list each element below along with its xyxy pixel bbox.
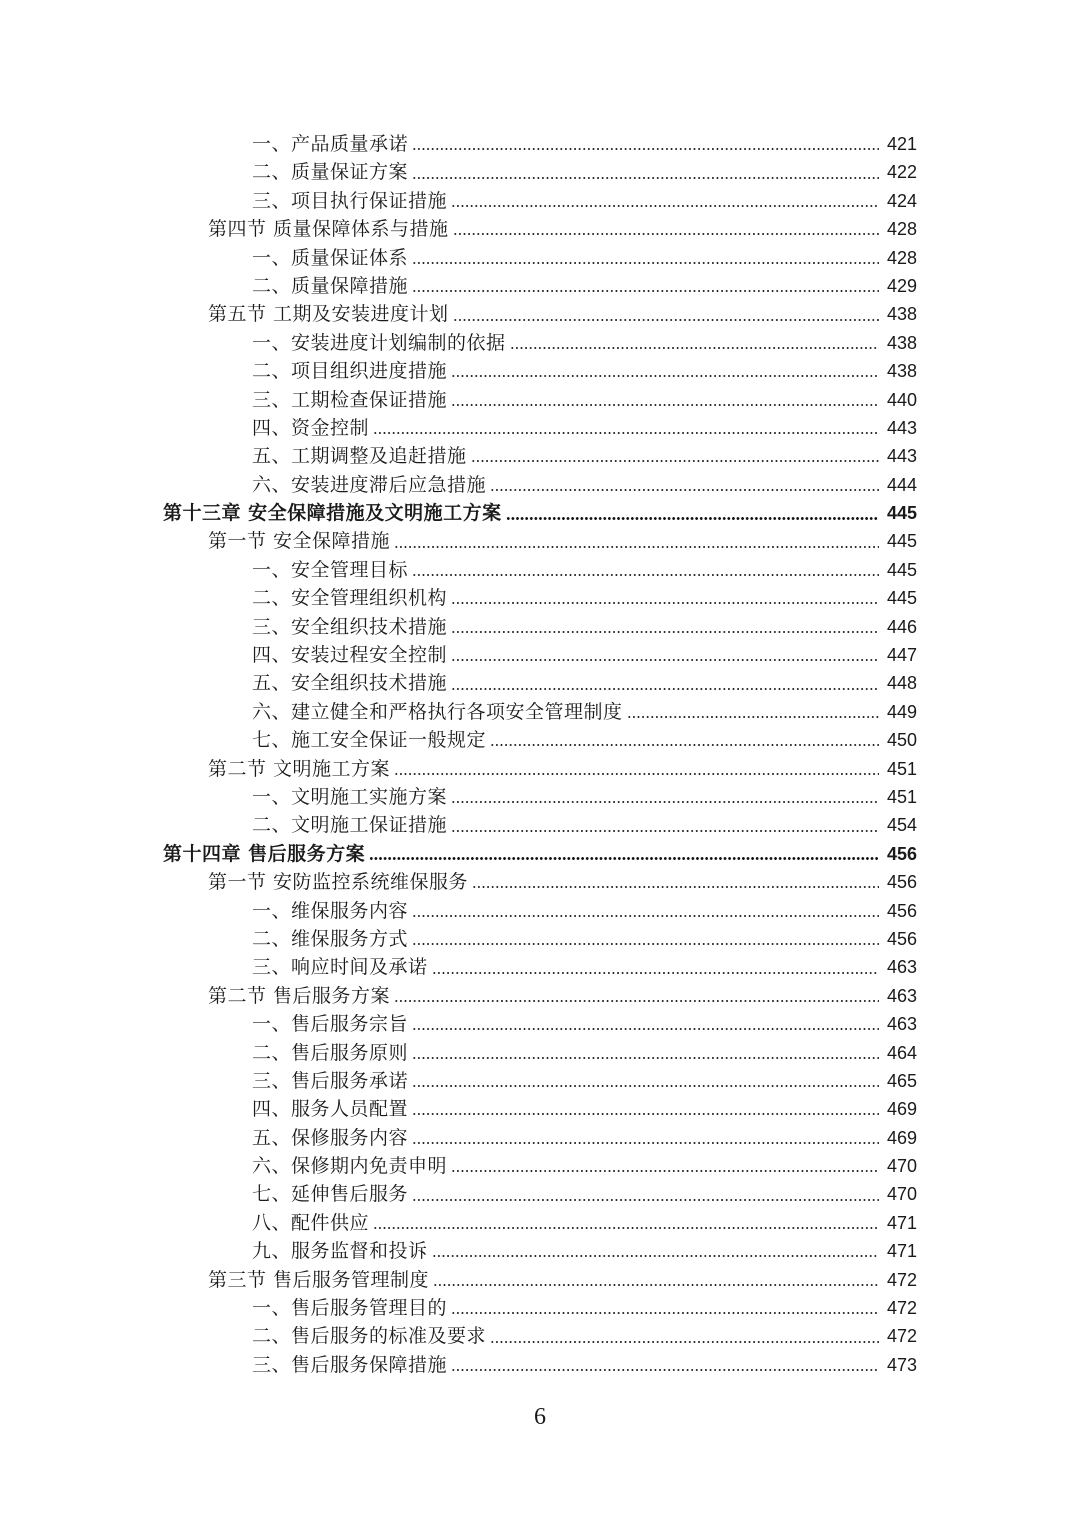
toc-item-row[interactable] (0, 130, 1080, 158)
toc-item-row[interactable] (0, 442, 1080, 470)
dot-leader (510, 347, 879, 349)
dot-leader (412, 1142, 879, 1144)
dot-leader (412, 943, 879, 945)
toc-entry-title: 一、产品质量承诺 (252, 133, 409, 155)
toc-entry-page: 424 (886, 190, 917, 211)
toc-entry-page: 446 (886, 616, 917, 637)
toc-entry-title: 一、安全管理目标 (252, 558, 409, 581)
toc-entry-page: 456 (886, 928, 917, 949)
toc-item-row[interactable] (0, 584, 1080, 612)
toc-entry-title: 三、安全组织技术措施 (252, 615, 448, 638)
toc-entry-title: 二、项目组织进度措施 (252, 360, 448, 383)
toc-entry-page: 443 (886, 446, 917, 467)
dot-leader (373, 1227, 879, 1229)
toc-entry-title: 五、保修服务内容 (252, 1126, 409, 1149)
dot-leader (451, 404, 879, 406)
toc-entry-title: 一、质量保证体系 (252, 246, 409, 269)
dot-leader (369, 857, 879, 860)
toc-entry-page: 451 (886, 758, 917, 779)
dot-leader (394, 773, 879, 775)
dot-leader (490, 489, 879, 491)
toc-entry-title: 二、质量保证方案 (252, 161, 409, 184)
toc-item-row[interactable] (0, 783, 1080, 811)
toc-entry-page: 463 (886, 957, 917, 978)
toc-section-row[interactable] (0, 868, 1080, 896)
dot-leader (451, 659, 879, 661)
toc-item-row[interactable] (0, 953, 1080, 981)
page-number: 6 (534, 1404, 546, 1430)
toc-item-row[interactable] (0, 357, 1080, 385)
toc-entry-title: 第一节 安全保障措施 (208, 530, 391, 553)
toc-item-row[interactable] (0, 244, 1080, 272)
toc-item-row[interactable] (0, 897, 1080, 925)
toc-entry-page: 463 (886, 1014, 917, 1035)
toc-entry-page: 456 (886, 872, 917, 893)
toc-entry-page: 440 (886, 389, 917, 410)
dot-leader (490, 744, 879, 746)
toc-entry-title: 第五节 工期及安装进度计划 (208, 303, 449, 326)
toc-item-row[interactable] (0, 641, 1080, 669)
toc-section-row[interactable] (0, 300, 1080, 328)
dot-leader (451, 830, 879, 832)
toc-entry-page: 438 (886, 304, 917, 325)
toc-entry-page: 449 (886, 701, 917, 722)
table-of-contents (0, 130, 1080, 1379)
toc-entry-page: 472 (886, 1326, 917, 1347)
toc-entry-page: 428 (886, 247, 917, 268)
toc-entry-page: 445 (886, 503, 917, 524)
toc-item-row[interactable] (0, 1152, 1080, 1180)
toc-entry-page: 438 (886, 332, 917, 353)
toc-entry-page: 472 (886, 1298, 917, 1319)
toc-entry-page: 471 (886, 1212, 917, 1233)
dot-leader (412, 574, 879, 576)
dot-leader (451, 688, 879, 690)
dot-leader (451, 1170, 879, 1172)
toc-entry-page: 422 (886, 162, 917, 183)
toc-entry-title: 二、安全管理组织机构 (252, 587, 448, 610)
dot-leader (490, 1341, 879, 1343)
toc-item-row[interactable] (0, 726, 1080, 754)
toc-entry-title: 七、施工安全保证一般规定 (252, 729, 487, 752)
toc-item-row[interactable] (0, 925, 1080, 953)
toc-entry-page: 454 (886, 815, 917, 836)
toc-entry-page: 448 (886, 673, 917, 694)
toc-entry-page: 429 (886, 275, 917, 296)
toc-entry-title: 三、售后服务保障措施 (252, 1353, 448, 1376)
toc-item-row[interactable] (0, 158, 1080, 186)
toc-item-row[interactable] (0, 1124, 1080, 1152)
toc-entry-page: 469 (886, 1099, 917, 1120)
toc-entry-title: 四、资金控制 (252, 416, 370, 439)
toc-entry-title: 第四节 质量保障体系与措施 (208, 218, 449, 241)
toc-entry-title: 五、工期调整及追赶措施 (252, 445, 467, 468)
toc-entry-title: 第十四章 售后服务方案 (163, 842, 366, 865)
toc-entry-title: 二、售后服务的标准及要求 (252, 1325, 487, 1348)
toc-entry-page: 445 (886, 559, 917, 580)
toc-entry-page: 421 (886, 134, 917, 154)
toc-entry-page: 447 (886, 645, 917, 666)
toc-entry-page: 472 (886, 1269, 917, 1290)
toc-entry-title: 四、服务人员配置 (252, 1098, 409, 1121)
toc-item-row[interactable] (0, 1294, 1080, 1322)
toc-entry-page: 444 (886, 474, 917, 495)
dot-leader (394, 546, 879, 548)
toc-entry-title: 一、维保服务内容 (252, 899, 409, 922)
dot-leader (412, 1057, 879, 1059)
toc-item-row[interactable] (0, 1095, 1080, 1123)
toc-entry-title: 第一节 安防监控系统维保服务 (208, 871, 469, 894)
toc-entry-title: 二、文明施工保证措施 (252, 814, 448, 837)
toc-section-row[interactable] (0, 1266, 1080, 1294)
dot-leader (451, 801, 879, 803)
toc-entry-page: 451 (886, 786, 917, 807)
toc-entry-title: 七、延伸售后服务 (252, 1183, 409, 1206)
toc-entry-page: 469 (886, 1127, 917, 1148)
toc-entry-page: 450 (886, 730, 917, 751)
dot-leader (432, 1255, 879, 1257)
dot-leader (453, 319, 879, 321)
dot-leader (394, 1000, 879, 1002)
toc-item-row[interactable] (0, 272, 1080, 300)
toc-entry-page: 456 (886, 900, 917, 921)
toc-item-row[interactable] (0, 1039, 1080, 1067)
dot-leader (412, 177, 879, 179)
toc-item-row[interactable] (0, 1010, 1080, 1038)
toc-section-row[interactable] (0, 527, 1080, 555)
toc-entry-title: 五、安全组织技术措施 (252, 672, 448, 695)
toc-item-row[interactable] (0, 386, 1080, 414)
dot-leader (451, 1312, 879, 1314)
toc-chapter-row[interactable] (0, 499, 1080, 527)
toc-entry-page: 471 (886, 1241, 917, 1262)
toc-entry-title: 第二节 文明施工方案 (208, 757, 391, 780)
toc-entry-title: 六、安装进度滞后应急措施 (252, 473, 487, 496)
dot-leader (451, 205, 879, 207)
dot-leader (451, 375, 879, 377)
toc-item-row[interactable] (0, 556, 1080, 584)
toc-item-row[interactable] (0, 471, 1080, 499)
toc-entry-title: 一、文明施工实施方案 (252, 785, 448, 808)
toc-entry-page: 465 (886, 1070, 917, 1091)
dot-leader (412, 262, 879, 264)
toc-entry-title: 第二节 售后服务方案 (208, 984, 391, 1007)
toc-entry-page: 470 (886, 1184, 917, 1205)
toc-entry-title: 一、售后服务管理目的 (252, 1297, 448, 1320)
toc-entry-page: 456 (886, 843, 917, 864)
dot-leader (451, 602, 879, 604)
dot-leader (412, 148, 879, 150)
toc-entry-title: 六、保修期内免责申明 (252, 1155, 448, 1178)
toc-item-row[interactable] (0, 811, 1080, 839)
toc-entry-title: 二、质量保障措施 (252, 274, 409, 297)
toc-entry-title: 二、维保服务方式 (252, 927, 409, 950)
toc-section-row[interactable] (0, 982, 1080, 1010)
toc-item-row[interactable] (0, 1322, 1080, 1350)
dot-leader (412, 1028, 879, 1030)
toc-entry-page: 443 (886, 417, 917, 438)
dot-leader (453, 233, 879, 235)
toc-item-row[interactable] (0, 669, 1080, 697)
toc-item-row[interactable] (0, 187, 1080, 215)
toc-item-row[interactable] (0, 1237, 1080, 1265)
dot-leader (412, 1085, 879, 1087)
dot-leader (412, 1199, 879, 1201)
toc-entry-title: 三、售后服务承诺 (252, 1069, 409, 1092)
toc-entry-title: 三、工期检查保证措施 (252, 388, 448, 411)
dot-leader (506, 517, 879, 520)
toc-item-row[interactable] (0, 414, 1080, 442)
toc-entry-title: 三、响应时间及承诺 (252, 956, 428, 979)
dot-leader (432, 972, 879, 974)
toc-entry-title: 第十三章 安全保障措施及文明施工方案 (163, 502, 502, 525)
dot-leader (627, 716, 879, 718)
dot-leader (472, 886, 879, 888)
toc-entry-title: 一、售后服务宗旨 (252, 1013, 409, 1036)
toc-item-row[interactable] (0, 1351, 1080, 1379)
toc-entry-page: 445 (886, 588, 917, 609)
toc-entry-page: 473 (886, 1354, 917, 1375)
toc-item-row[interactable] (0, 1209, 1080, 1237)
toc-section-row[interactable] (0, 755, 1080, 783)
toc-entry-title: 第三节 售后服务管理制度 (208, 1268, 430, 1291)
toc-entry-title: 九、服务监督和投诉 (252, 1240, 428, 1263)
toc-entry-page: 445 (886, 531, 917, 552)
toc-entry-page: 470 (886, 1156, 917, 1177)
dot-leader (412, 290, 879, 292)
toc-item-row[interactable] (0, 1067, 1080, 1095)
toc-entry-title: 一、安装进度计划编制的依据 (252, 331, 506, 354)
toc-entry-page: 463 (886, 985, 917, 1006)
toc-entry-title: 四、安装过程安全控制 (252, 644, 448, 667)
dot-leader (451, 631, 879, 633)
toc-entry-title: 八、配件供应 (252, 1211, 370, 1234)
toc-chapter-row[interactable] (0, 840, 1080, 868)
dot-leader (433, 1284, 879, 1286)
toc-section-row[interactable] (0, 215, 1080, 243)
dot-leader (471, 460, 879, 462)
dot-leader (451, 1369, 879, 1371)
toc-entry-title: 三、项目执行保证措施 (252, 189, 448, 212)
toc-entry-page: 438 (886, 361, 917, 382)
toc-entry-title: 二、售后服务原则 (252, 1041, 409, 1064)
dot-leader (373, 432, 879, 434)
dot-leader (412, 915, 879, 917)
toc-item-row[interactable] (0, 698, 1080, 726)
toc-item-row[interactable] (0, 1180, 1080, 1208)
toc-item-row[interactable] (0, 329, 1080, 357)
toc-item-row[interactable] (0, 613, 1080, 641)
toc-entry-page: 428 (886, 219, 917, 240)
toc-entry-title: 六、建立健全和严格执行各项安全管理制度 (252, 700, 623, 723)
dot-leader (412, 1113, 879, 1115)
toc-entry-page: 464 (886, 1042, 917, 1063)
